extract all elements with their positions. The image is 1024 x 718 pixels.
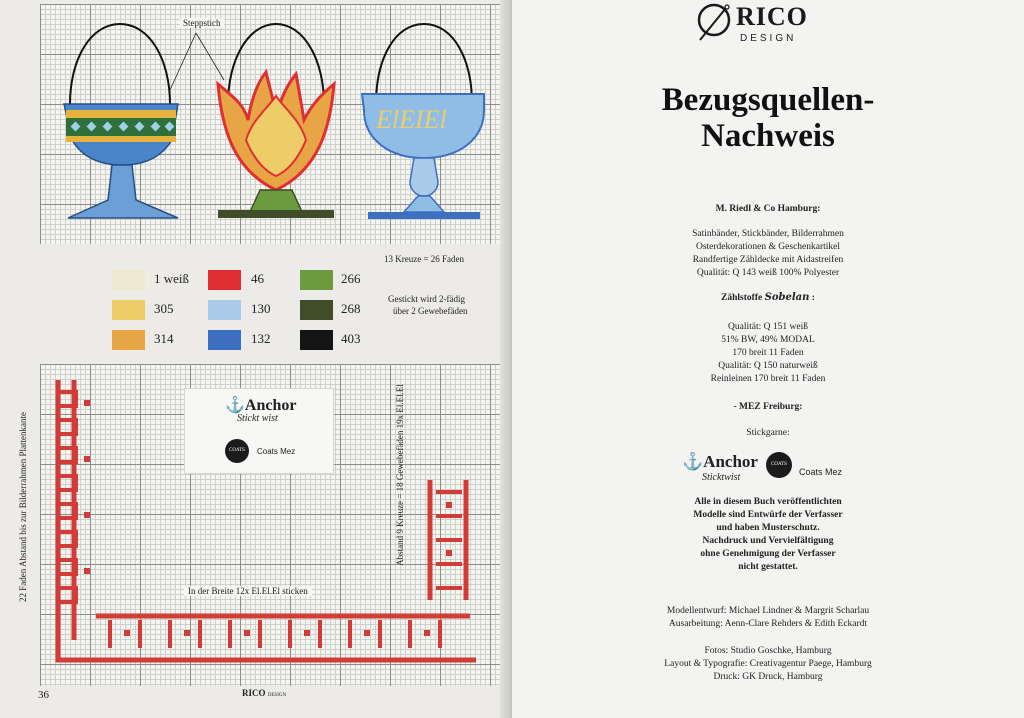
- supplier-1-line-4: Qualität: Q 143 weiß 100% Polyester: [696, 268, 840, 278]
- zaehlstoffe-line-4: Qualität: Q 150 naturweiß: [718, 361, 818, 371]
- width-note: In der Breite 12x El.El.El sticken: [184, 586, 312, 596]
- anchor-logo-right: [682, 452, 758, 472]
- anchor-brand-right: Anchor: [703, 452, 758, 471]
- legend-label-4: 46: [251, 271, 264, 286]
- page-number: 36: [38, 689, 49, 701]
- copyright-line-6: nicht gestattet.: [738, 562, 798, 572]
- legend-label-8: 268: [341, 301, 361, 316]
- side-note-vertical: Abstand 9 Kreuze = 18 Gewebefäden 19x El.El.El: [395, 384, 405, 566]
- supplier-2: - MEZ Freiburg:: [733, 402, 803, 412]
- anchor-sub-right: Sticktwist: [702, 472, 741, 483]
- coats-badge-text-right: COATS: [771, 462, 787, 467]
- zaehlstoffe-line-5: Reinleinen 170 breit 11 Faden: [710, 374, 826, 384]
- supplier-1: M. Riedl & Co Hamburg:: [715, 204, 821, 214]
- supplier-1-line-3: Randfertige Zähldecke mit Aidastreifen: [692, 255, 844, 265]
- credit-line-5: Druck: GK Druck, Hamburg: [713, 672, 823, 682]
- steppstich-annotation: Steppstich: [180, 18, 224, 28]
- copyright-line-1: Alle in diesem Buch veröffentlichten: [694, 497, 842, 507]
- zaehlstoffe-line-2: 51% BW, 49% MODAL: [721, 335, 815, 345]
- rico-logo: RICO: [736, 2, 808, 31]
- title-line-1: Bezugsquellen-: [661, 82, 875, 118]
- rico-logo-sub: DESIGN: [740, 33, 797, 44]
- footer-logo-main: RICO: [242, 688, 266, 698]
- anchor-icon-right: ⚓: [682, 452, 704, 471]
- margin-note-vertical: 22 Faden Abstand bis zur Bilderrahmen Plattenkante: [18, 412, 28, 602]
- stickgarne-label: Stickgarne:: [746, 428, 790, 438]
- coats-badge-right: [766, 452, 792, 478]
- sobelan-logo: Sobelan: [764, 292, 810, 303]
- zaehlstoffe-heading: [512, 292, 1024, 305]
- legend-label-9: 403: [341, 331, 361, 346]
- title-line-2: Nachweis: [701, 118, 835, 154]
- svg-text:ElEIEl: ElEIEl: [376, 105, 447, 134]
- supplier-1-line-1: Satinbänder, Stickbänder, Bilderrahmen: [692, 229, 844, 239]
- anchor-logo-left: [225, 395, 296, 415]
- zaehlstoffe-line-3: 170 breit 11 Faden: [732, 348, 804, 358]
- credit-line-4: Layout & Typografie: Creativagentur Paege, Hamburg: [664, 659, 872, 669]
- coats-label-right: Coats Mez: [799, 467, 843, 477]
- supplier-1-line-2: Osterdekorationen & Geschenkartikel: [695, 242, 841, 252]
- anchor-brand-left: Anchor: [244, 397, 297, 414]
- credit-line-2: Ausarbeitung: Aenn-Clare Rehders & Edith Eckardt: [668, 619, 868, 629]
- legend-label-6: 132: [251, 331, 271, 346]
- anchor-icon: ⚓: [225, 397, 245, 414]
- stitch-count-note: 13 Kreuze = 26 Faden: [384, 254, 465, 264]
- footer-logo: [242, 688, 286, 698]
- legend-label-5: 130: [251, 301, 271, 316]
- right-page: [512, 0, 1024, 718]
- anchor-sub-left: Stickt wist: [237, 413, 278, 424]
- legend-label-7: 266: [341, 271, 361, 286]
- stitch-note-2: über 2 Gewebefäden: [393, 306, 468, 316]
- credit-line-3: Fotos: Studio Goschke, Hamburg: [704, 646, 832, 656]
- legend-label-1: 1 weiß: [154, 271, 190, 286]
- zaehlstoffe-colon: :: [811, 293, 815, 303]
- footer-logo-sub: DESIGN: [267, 693, 287, 698]
- rico-logo-mark: [696, 2, 736, 42]
- copyright-line-2: Modelle sind Entwürfe der Verfasser: [693, 510, 843, 520]
- coats-badge-text-left: COATS: [229, 448, 245, 453]
- copyright-line-3: und haben Musterschutz.: [716, 523, 820, 533]
- copyright-line-5: ohne Genehmigung der Verfasser: [700, 549, 836, 559]
- legend-label-2: 305: [154, 301, 174, 316]
- coats-badge-left: [225, 439, 249, 463]
- anchor-label-box: [184, 388, 334, 474]
- stitch-note-1: Gestickt wird 2-fädig: [388, 294, 465, 304]
- legend-label-3: 314: [154, 331, 174, 346]
- credit-line-1: Modellentwurf: Michael Lindner & Margrit Scharlau: [666, 606, 870, 616]
- copyright-line-4: Nachdruck und Vervielfältigung: [702, 536, 834, 546]
- zaehlstoffe-line-1: Qualität: Q 151 weiß: [728, 322, 808, 332]
- coats-label-left: Coats Mez: [257, 447, 296, 456]
- zaehlstoffe-label: Zählstoffe: [721, 293, 763, 303]
